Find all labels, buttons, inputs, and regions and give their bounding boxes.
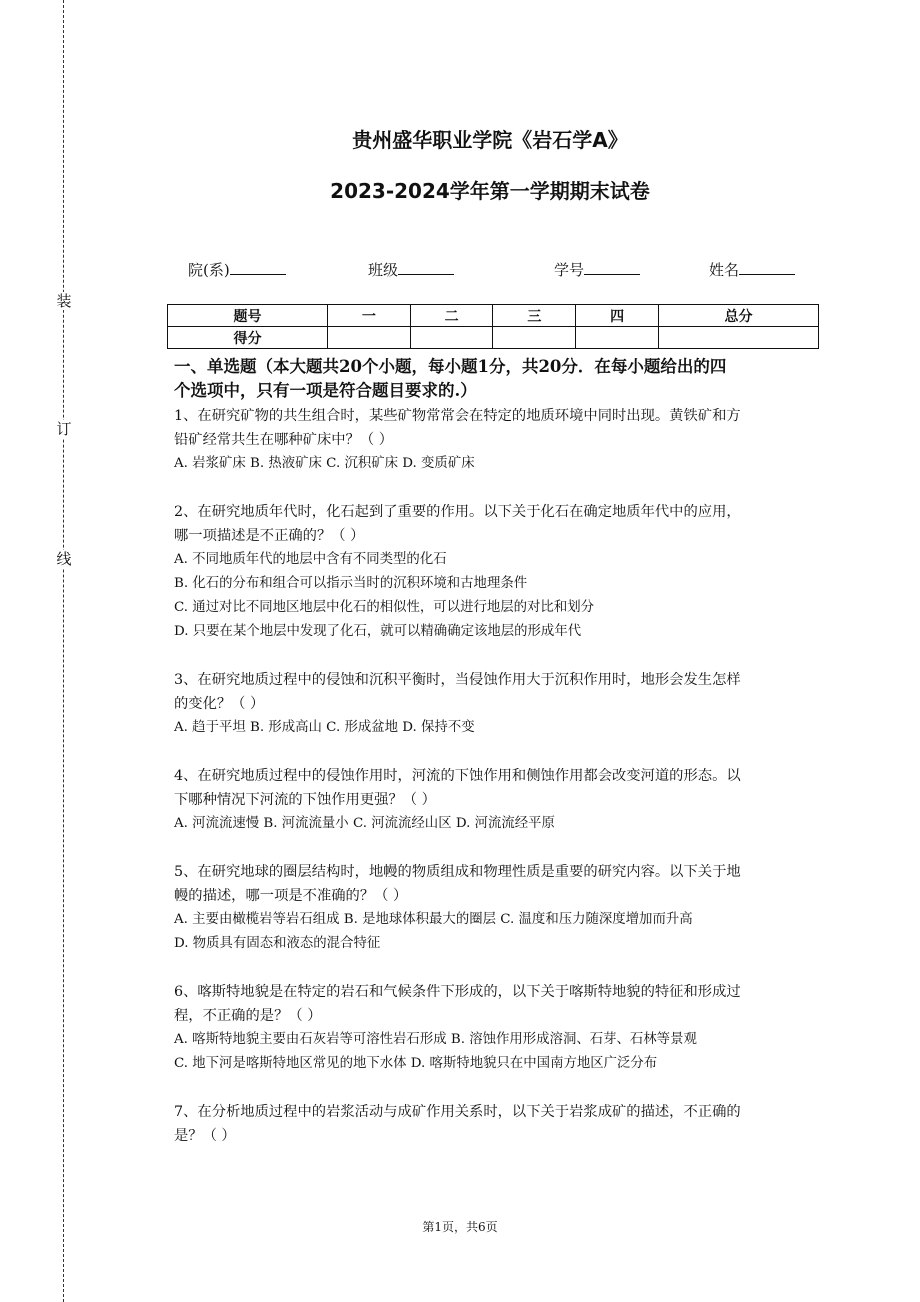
question-stem-line: 铅矿经常共生在哪种矿床中？（ ） xyxy=(174,432,393,448)
exam-content xyxy=(174,355,820,1172)
question-stem-line: 5、在研究地球的圈层结构时，地幔的物质组成和物理性质是重要的研究内容。以下关于地 xyxy=(174,864,741,880)
question-item xyxy=(174,764,820,836)
exam-title-line1: 贵州盛华职业学院《岩石学A》 xyxy=(352,128,628,152)
section-heading-line: 个选项中，只有一项是符合题目要求的.） xyxy=(174,380,477,400)
score-table-header-row xyxy=(168,305,819,327)
department-label: 院(系) xyxy=(188,261,230,279)
class-blank[interactable] xyxy=(398,260,454,275)
binding-dashed-line xyxy=(63,0,64,1302)
question-options-line: A. 趋于平坦 B. 形成高山 C. 形成盆地 D. 保持不变 xyxy=(174,720,475,735)
score-table-score-row xyxy=(168,327,819,349)
binding-char-zhuang: 装 xyxy=(56,292,72,310)
question-options-line: A. 不同地质年代的地层中含有不同类型的化石 xyxy=(174,552,447,567)
question-stem-line: 是？（ ） xyxy=(174,1128,236,1144)
score-cell[interactable] xyxy=(658,327,818,349)
score-header-cell: 一 xyxy=(327,305,410,327)
score-cell[interactable] xyxy=(493,327,576,349)
question-options-line: A. 岩浆矿床 B. 热液矿床 C. 沉积矿床 D. 变质矿床 xyxy=(174,456,475,471)
section-heading-line: 一、单选题（本大题共20个小题，每小题1分，共20分．在每小题给出的四 xyxy=(174,357,727,376)
score-header-cell: 二 xyxy=(410,305,493,327)
page-footer: 第1页，共6页 xyxy=(422,1220,498,1234)
question-stem-line: 幔的描述，哪一项是不准确的？（ ） xyxy=(174,888,408,904)
exam-title-line2: 2023-2024学年第一学期期末试卷 xyxy=(330,179,650,203)
score-cell[interactable] xyxy=(327,327,410,349)
question-stem-line: 7、在分析地质过程中的岩浆活动与成矿作用关系时，以下关于岩浆成矿的描述，不正确的 xyxy=(174,1104,741,1120)
question-options-line: D. 只要在某个地层中发现了化石，就可以精确确定该地层的形成年代 xyxy=(174,624,582,639)
question-options-line: C. 地下河是喀斯特地区常见的地下水体 D. 喀斯特地貌只在中国南方地区广泛分布 xyxy=(174,1056,658,1071)
score-header-cell: 总分 xyxy=(658,305,818,327)
name-field xyxy=(709,259,795,280)
score-header-cell: 题号 xyxy=(168,305,328,327)
section-heading xyxy=(174,355,820,402)
question-item xyxy=(174,668,820,740)
question-list xyxy=(174,404,820,1148)
question-item xyxy=(174,980,820,1076)
question-stem-line: 4、在研究地质过程中的侵蚀作用时，河流的下蚀作用和侧蚀作用都会改变河道的形态。以 xyxy=(174,768,741,784)
question-stem-line: 6、喀斯特地貌是在特定的岩石和气候条件下形成的，以下关于喀斯特地貌的特征和形成过 xyxy=(174,984,741,1000)
question-options-line: A. 主要由橄榄岩等岩石组成 B. 是地球体积最大的圈层 C. 温度和压力随深度增加而升高 xyxy=(174,912,693,927)
name-label: 姓名 xyxy=(709,261,740,279)
question-stem-line: 3、在研究地质过程中的侵蚀和沉积平衡时，当侵蚀作用大于沉积作用时，地形会发生怎样 xyxy=(174,672,741,688)
question-stem-line: 哪一项描述是不正确的？（ ） xyxy=(174,528,365,544)
department-blank[interactable] xyxy=(230,260,286,275)
question-options-line: B. 化石的分布和组合可以指示当时的沉积环境和古地理条件 xyxy=(174,576,528,591)
score-table xyxy=(167,304,819,349)
question-item xyxy=(174,404,820,476)
score-header-cell: 四 xyxy=(576,305,659,327)
question-stem-line: 下哪种情况下河流的下蚀作用更强？（ ） xyxy=(174,792,436,808)
score-cell[interactable] xyxy=(576,327,659,349)
score-header-cell: 三 xyxy=(493,305,576,327)
student-id-blank[interactable] xyxy=(584,260,640,275)
question-stem-line: 的变化？（ ） xyxy=(174,696,265,712)
class-field xyxy=(368,259,454,280)
question-item xyxy=(174,500,820,644)
question-item xyxy=(174,860,820,956)
question-options-line: C. 通过对比不同地区地层中化石的相似性，可以进行地层的对比和划分 xyxy=(174,600,594,615)
name-blank[interactable] xyxy=(739,260,795,275)
score-row-label: 得分 xyxy=(168,327,328,349)
question-options-line: A. 河流流速慢 B. 河流流量小 C. 河流流经山区 D. 河流流经平原 xyxy=(174,816,555,831)
score-cell[interactable] xyxy=(410,327,493,349)
question-options-line: D. 物质具有固态和液态的混合特征 xyxy=(174,936,381,951)
class-label: 班级 xyxy=(368,261,399,279)
student-info-row xyxy=(188,259,828,281)
student-id-field xyxy=(554,259,640,280)
question-stem-line: 程，不正确的是？（ ） xyxy=(174,1008,322,1024)
question-stem-line: 2、在研究地质年代时，化石起到了重要的作用。以下关于化石在确定地质年代中的应用， xyxy=(174,504,741,520)
binding-char-xian: 线 xyxy=(56,550,72,568)
question-item xyxy=(174,1100,820,1148)
question-stem-line: 1、在研究矿物的共生组合时，某些矿物常常会在特定的地质环境中同时出现。黄铁矿和方 xyxy=(174,408,741,424)
student-id-label: 学号 xyxy=(554,261,585,279)
department-field xyxy=(188,259,286,280)
binding-char-ding: 订 xyxy=(56,420,72,438)
question-options-line: A. 喀斯特地貌主要由石灰岩等可溶性岩石形成 B. 溶蚀作用形成溶洞、石芽、石林等景观 xyxy=(174,1032,697,1047)
